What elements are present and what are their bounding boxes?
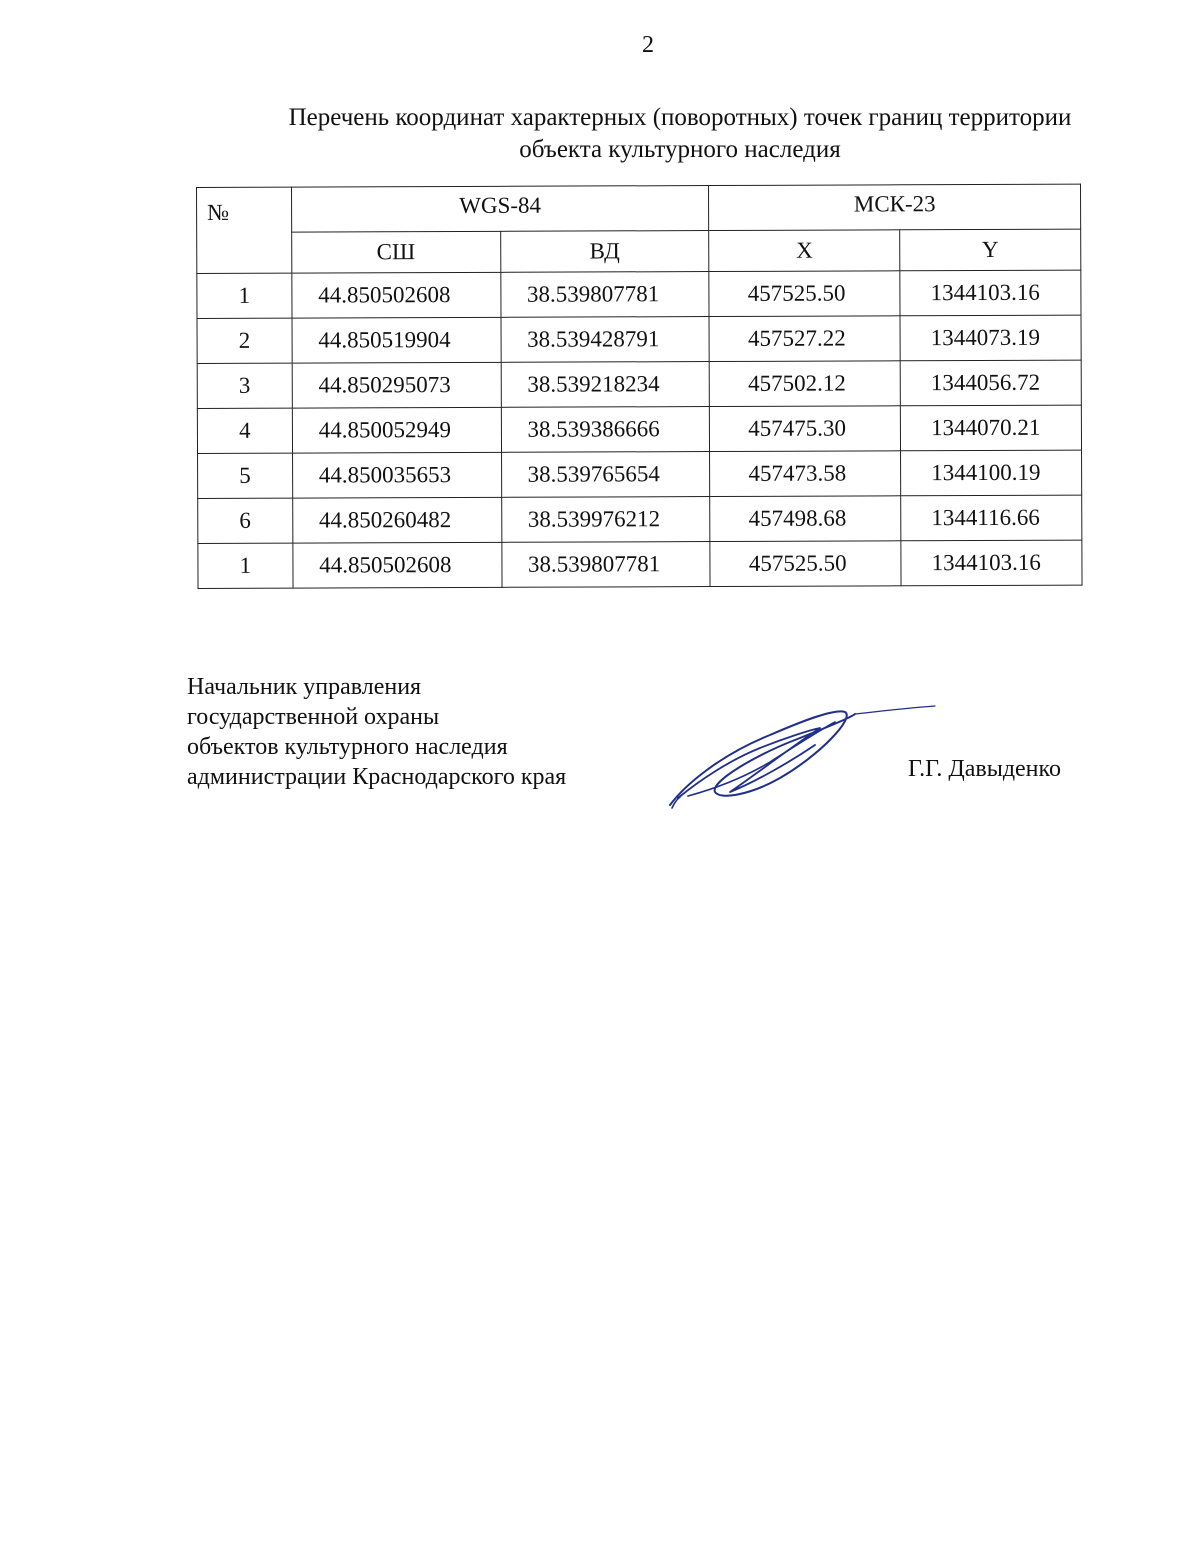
cell-x: 457475.30 [710,406,901,452]
cell-longitude: 38.539386666 [501,407,710,453]
table-header-row [197,184,1081,232]
signer-name: Г.Г. Давыденко [908,756,1061,782]
table-row [198,450,1082,498]
column-header-number: № [197,187,292,273]
document-title-line-2: объекта культурного наследия [519,136,841,163]
cell-point-number: 1 [198,543,293,588]
column-header-latitude: СШ [291,231,500,273]
coordinates-table [196,184,1083,589]
signatory-position-line-1: Начальник управления [187,674,422,700]
cell-latitude: 44.850260482 [292,497,501,543]
table-row [197,315,1081,363]
cell-y: 1344070.21 [900,405,1081,451]
cell-point-number: 3 [197,363,292,408]
cell-point-number: 2 [197,318,292,363]
table-row [197,405,1081,453]
cell-latitude: 44.850052949 [292,407,501,453]
cell-y: 1344116.66 [901,495,1082,541]
signatory-position [187,672,566,792]
document-title [180,102,1180,166]
cell-y: 1344073.19 [900,315,1081,361]
cell-latitude: 44.850519904 [292,317,501,363]
cell-longitude: 38.539218234 [501,362,710,408]
cell-longitude: 38.539976212 [501,497,710,543]
cell-y: 1344056.72 [900,360,1081,406]
column-group-msk23: МСК-23 [709,184,1081,230]
cell-point-number: 5 [198,453,293,498]
table-row [198,495,1082,543]
column-header-x: X [709,230,900,272]
cell-longitude: 38.539807781 [501,542,710,588]
cell-latitude: 44.850502608 [292,272,501,318]
cell-x: 457473.58 [710,451,901,497]
cell-longitude: 38.539765654 [501,452,710,498]
document-title-line-1: Перечень координат характерных (поворотных) точек границ территории [288,104,1072,131]
table-subheader-row [197,229,1081,273]
cell-x: 457525.50 [709,271,900,317]
cell-point-number: 6 [198,498,293,543]
cell-latitude: 44.850295073 [292,362,501,408]
table-row [197,360,1081,408]
column-header-longitude: ВД [500,231,709,273]
cell-latitude: 44.850035653 [292,452,501,498]
cell-longitude: 38.539807781 [500,272,709,318]
cell-latitude: 44.850502608 [293,542,502,588]
table-row [198,540,1082,588]
cell-x: 457502.12 [710,361,901,407]
signatory-position-line-3: объектов культурного наследия [187,734,508,760]
signatory-position-line-4: администрации Краснодарского края [187,764,567,790]
cell-x: 457527.22 [709,316,900,362]
table-row [197,270,1081,318]
cell-longitude: 38.539428791 [501,317,710,363]
cell-y: 1344103.16 [901,540,1082,586]
cell-x: 457525.50 [710,541,901,587]
page-number: 2 [642,32,654,58]
cell-x: 457498.68 [710,496,901,542]
column-group-wgs84: WGS-84 [291,186,709,233]
cell-point-number: 1 [197,273,292,318]
column-header-y: Y [900,229,1081,271]
signatory-position-line-2: государственной охраны [187,704,440,730]
cell-y: 1344100.19 [901,450,1082,496]
cell-y: 1344103.16 [900,270,1081,316]
handwritten-signature [660,700,950,815]
cell-point-number: 4 [197,408,292,453]
